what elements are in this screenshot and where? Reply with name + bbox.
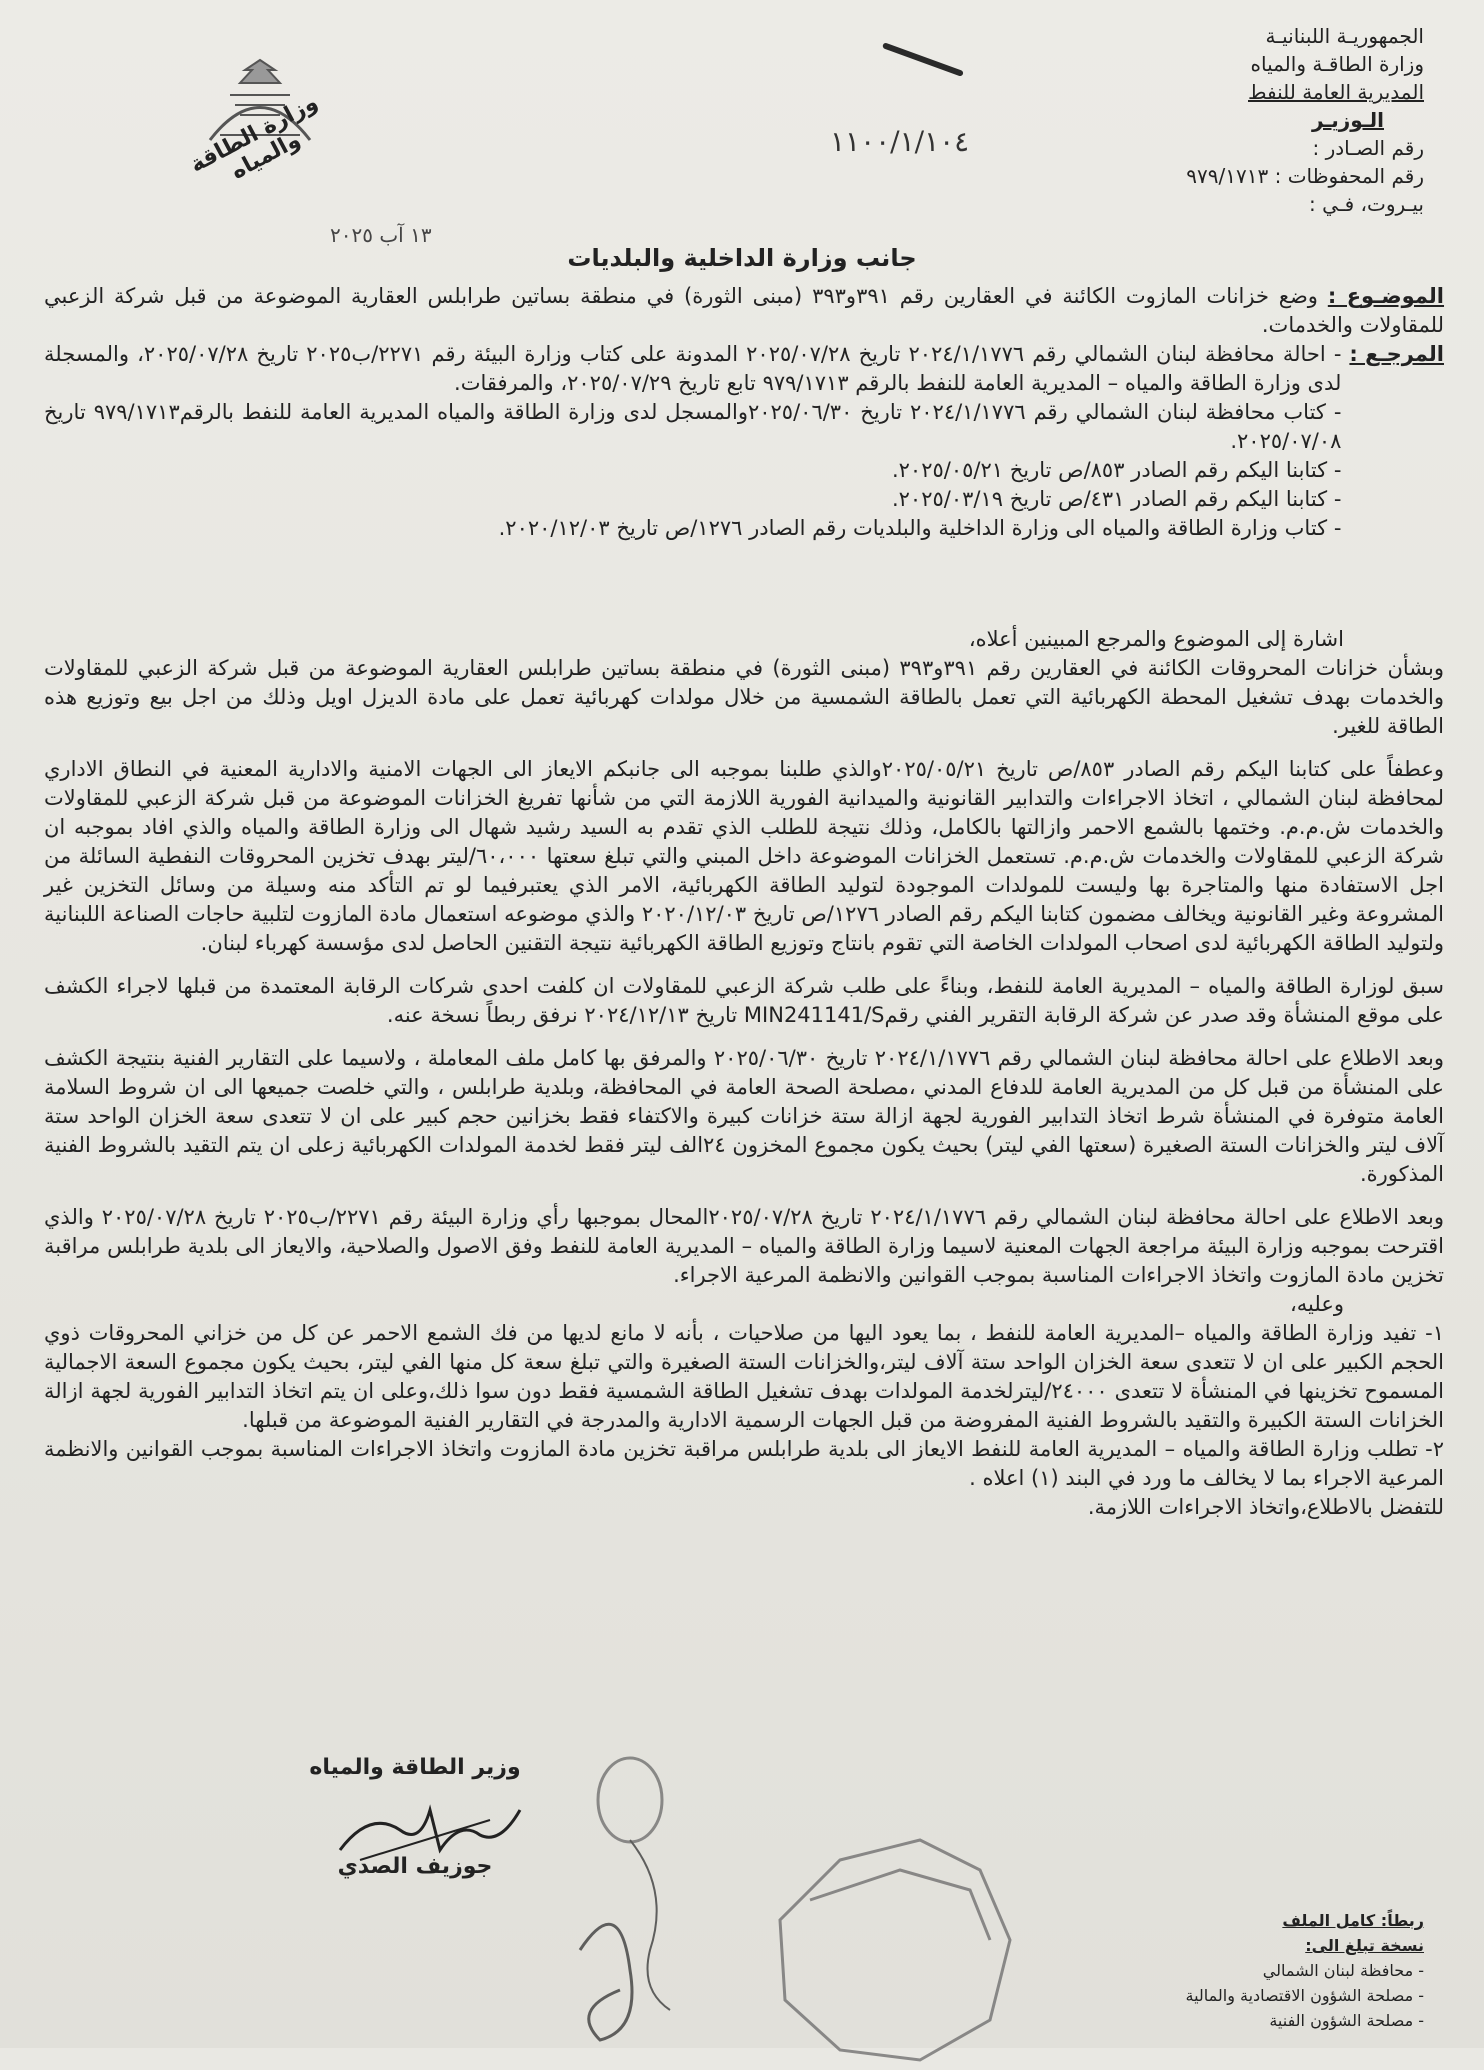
field-date: بيـروت، فـي : xyxy=(1309,192,1424,216)
paragraph: وبعد الاطلاع على احالة محافظة لبنان الشمالي رقم ٢٠٢٤/١/١٧٧٦ تاريخ ٢٠٢٥/٠٧/٢٨المحال بموجبها رأي وزارة البيئة رقم ٢٢٧١/ب٢٠٢٥ تاريخ ٢٠٢٥/٠٧/٢٨ والذي اقترحت بموجبه وزارة البيئة مراجعة الجهات المعنية لاسيما وزارة الطاقة والمياه – المديرية العامة للنفط وفق الاصول والصلاحية، والايعاز الى بلدية طرابلس مراقبة تخزين مادة المازوت واتخاذ الاجراءات المناسبة بموجب القوانين والانظمة المرعية الاجراء. xyxy=(44,1205,1444,1287)
closing: للتفضل بالاطلاع،واتخاذ الاجراءات اللازمة. xyxy=(1087,1495,1444,1519)
reference-item: - كتاب وزارة الطاقة والمياه الى وزارة الداخلية والبلديات رقم الصادر ١٢٧٦/ص تاريخ ٢٠٢٠/١٢/٠٣. xyxy=(498,516,1342,540)
paragraph: وعطفاً على كتابنا اليكم رقم الصادر ٨٥٣/ص تاريخ ٢٠٢٥/٠٥/٢١والذي طلبنا بموجبه الى جانبكم الايعاز الى الجهات الامنية والادارية المعنية في النطاق الاداري لمحافظة لبنان الشمالي ، اتخاذ الاجراءات والتدابير القانونية والميدانية الفورية اللازمة التي من شأنها تفريغ الخزانات الموضوعة من قبل شركة الزعبي للمقاولات والخدمات ش.م.م. وختمها بالشمع الاحمر وازالتها بالكامل، وذلك نتيجة للطلب الذي تقدم به السيد رشيد شهال الى وزارة الطاقة والمياه والذي افاد بموجبه ان شركة الزعبي للمقاولات والخدمات ش.م.م. تستعمل الخزانات الموضوعة داخل المبني والتي تبلغ سعتها ٦٠،٠٠٠/ليتر بهدف تخزين المحروقات النفطية السائلة من اجل الاستفادة منها والمتاجرة بها وليست للمولدات الموجودة لتوليد الطاقة الكهربائية، الامر الذي يعتبرفيما لو تم التأكد منه وسيلة من وسائل التخزين غير المشروعة وغير القانونية ويخالف مضمون كتابنا اليكم رقم الصادر ١٢٧٦/ص تاريخ ٢٠٢٠/١٢/٠٣ والذي موضوعه استعمال مادة المازوت لتلبية حاجات الصناعة اللبنانية ولتوليد الطاقة الكهربائية لدى اصحاب المولدات الخاصة التي تقوم بانتاج وتوزيع الطاقة الكهربائية نتيجة التقنين الحاصل لدى مؤسسة كهرباء لبنان. xyxy=(44,757,1444,955)
cc-item: - مصلحة الشؤون الاقتصادية والمالية xyxy=(1185,1986,1424,2005)
reference-item: - احالة محافظة لبنان الشمالي رقم ٢٠٢٤/١/١٧٧٦ تاريخ ٢٠٢٥/٠٧/٢٨ المدونة على كتاب وزارة البيئة رقم ٢٢٧١/ب٢٠٢٥ تاريخ ٢٠٢٥/٠٧/٢٨، والمسجلة لدى وزارة الطاقة والمياه – المديرية العامة للنفط بالرقم ٩٧٩/١٧١٣ تابع تاريخ ٢٠٢٥/٠٧/٢٩، والمرفقات. xyxy=(44,342,1342,395)
paragraph: اشارة إلى الموضوع والمرجع المبينين أعلاه، xyxy=(968,627,1344,651)
cc-item: - مصلحة الشؤون الفنية xyxy=(1269,2011,1424,2030)
paragraph: سبق لوزارة الطاقة والمياه – المديرية العامة للنفط، وبناءً على طلب شركة الزعبي للمقاولات ان كلفت احدى شركات الرقابة المعتمدة من قبلها لاجراء الكشف على موقع المنشأة وقد صدر عن شركة الرقابة التقرير الفني رقمMIN241141/S تاريخ ٢٠٢٤/١٢/١٣ نرفق ربطاً نسخة عنه. xyxy=(44,974,1444,1027)
cc-label: نسخة تبلغ الى: xyxy=(1305,1936,1424,1955)
minister-label: الـوزيـر xyxy=(1311,108,1384,132)
paragraph: وبعد الاطلاع على احالة محافظة لبنان الشمالي رقم ٢٠٢٤/١/١٧٧٦ تاريخ ٢٠٢٥/٠٦/٣٠ والمرفق بها كامل ملف المعاملة ، ولاسيما على التقارير الفنية بنتيجة الكشف على المنشأة من قبل كل من المديرية العامة للدفاع المدني ،مصلحة الصحة العامة في المحافظة، وبلدية طرابلس ، والتي خلصت جميعها الى ان شروط السلامة العامة متوفرة في المنشأة شرط اتخاذ التدابير الفورية لجهة ازالة ستة خزانات كبيرة والاكتفاء فقط بخزانين حجم كبير على ان لا تتعدى سعة الخزان الواحد ستة آلاف ليتر والخزانات الستة الصغيرة (سعتها الفي ليتر) بحيث يكون مجموع المخزون ٢٤الف ليتر فقط لخدمة المولدات الكهربائية زعلى ان يتم التقيد بالشروط الفنية المذكورة. xyxy=(44,1046,1444,1186)
logo-text: وزارة الطاقة والمياه xyxy=(186,89,322,185)
reference-list xyxy=(44,340,1341,543)
letterhead-line: المديرية العامة للنفط xyxy=(1248,80,1424,104)
decision-item: ٢- تطلب وزارة الطاقة والمياه – المديرية العامة للنفط الايعاز الى بلدية طرابلس مراقبة تخزين مادة المازوت واتخاذ الاجراءات المناسبة بموجب القوانين والانظمة المرعية الاجراء بما لا يخالف ما ورد في البند (١) اعلاه . xyxy=(44,1437,1444,1490)
handwritten-date: ١٣ آب ٢٠٢٥ xyxy=(330,223,432,247)
letter-body xyxy=(44,625,1444,1522)
subject-text: وضع خزانات المازوت الكائنة في العقارين رقم ٣٩١و٣٩٣ (مبنى الثورة) في منطقة بساتين طرابلس العقارية الموضوعة من قبل شركة الزعبي للمقاولات والخدمات. xyxy=(44,284,1444,337)
distribution-list xyxy=(1064,1908,1424,2033)
letterhead xyxy=(1004,22,1424,218)
signatory-title: وزير الطاقة والمياه xyxy=(309,1755,521,1780)
round-seal-icon xyxy=(598,1758,662,1842)
pen-stroke xyxy=(882,42,964,77)
reference-item: - كتاب محافظة لبنان الشمالي رقم ٢٠٢٤/١/١٧٧٦ تاريخ ٢٠٢٥/٠٦/٣٠والمسجل لدى وزارة الطاقة والمياه المديرية العامة للنفط بالرقم٩٧٩/١٧١٣ تاريخ ٢٠٢٥/٠٧/٠٨. xyxy=(44,400,1342,453)
field-archive-number: رقم المحفوظات : ٩٧٩/١٧١٣ xyxy=(1186,164,1424,188)
reference-item: - كتابنا اليكم رقم الصادر ٤٣١/ص تاريخ ٢٠٢٥/٠٣/١٩. xyxy=(891,487,1342,511)
letterhead-line: وزارة الطاقـة والمياه xyxy=(1250,52,1424,76)
handwritten-signature-icon xyxy=(330,1790,530,1870)
field-outgoing-number: رقم الصـادر : xyxy=(1312,136,1424,160)
paragraph: وعليه، xyxy=(1290,1292,1344,1316)
cc-item: - محافظة لبنان الشمالي xyxy=(1262,1961,1424,1980)
subject-label: الموضـوع : xyxy=(1327,284,1445,308)
subject xyxy=(44,282,1444,340)
letterhead-line: الجمهوريـة اللبنانيـة xyxy=(1265,24,1424,48)
handwritten-number: ١١٠٠/١/١٠٤ xyxy=(830,125,970,158)
signatory-name: جوزيف الصدي xyxy=(337,1854,493,1879)
subject-reference-block xyxy=(44,282,1444,543)
reference xyxy=(44,340,1444,543)
reference-label: المرجـع : xyxy=(1349,342,1444,366)
paragraph: وبشأن خزانات المحروقات الكائنة في العقارين رقم ٣٩١و٣٩٣ (مبنى الثورة) في منطقة بساتين طرابلس العقارية الموضوعة من قبل شركة الزعبي للمقاولات والخدمات بهدف تشغيل المحطة الكهربائية التي تعمل بالطاقة الشمسية من خلال مولدات كهربائية تعمل على مادة الديزل اويل وذلك من اجل بيع وتوزيع هذه الطاقة للغير. xyxy=(44,656,1444,738)
attachment-note: ربطاً: كامل الملف xyxy=(1282,1911,1424,1930)
reference-item: - كتابنا اليكم رقم الصادر ٨٥٣/ص تاريخ ٢٠٢٥/٠٥/٢١. xyxy=(891,458,1342,482)
official-stamp xyxy=(510,1690,1070,2070)
addressee: جانب وزارة الداخلية والبلديات xyxy=(567,244,917,272)
decision-item: ١- تفيد وزارة الطاقة والمياه –المديرية العامة للنفط ، بما يعود اليها من صلاحيات ، بأنه لا مانع لديها من فك الشمع الاحمر عن كل من خزاني المحروقات ذوي الحجم الكبير على ان لا تتعدى سعة الخزان الواحد ستة آلاف ليتر،والخزانات الستة الصغيرة والتي تبلغ سعة كل منها الفي ليتر، بحيث يكون مجموع السعة الاجمالية المسموح تخزينها في المنشأة لا تتعدى ٢٤٠٠٠/ليترلخدمة المولدات بهدف تشغيل الطاقة الشمسية فقط دون سوا ذلك،وعلى ان يتم اتخاذ التدابير الفورية لجهة ازالة الخزانات الستة الكبيرة والتقيد بالشروط الفنية المفروضة من قبل الجهات الرسمية الادارية والمدرجة في التقارير الفنية الموضوعة من قبلها. xyxy=(44,1321,1444,1432)
